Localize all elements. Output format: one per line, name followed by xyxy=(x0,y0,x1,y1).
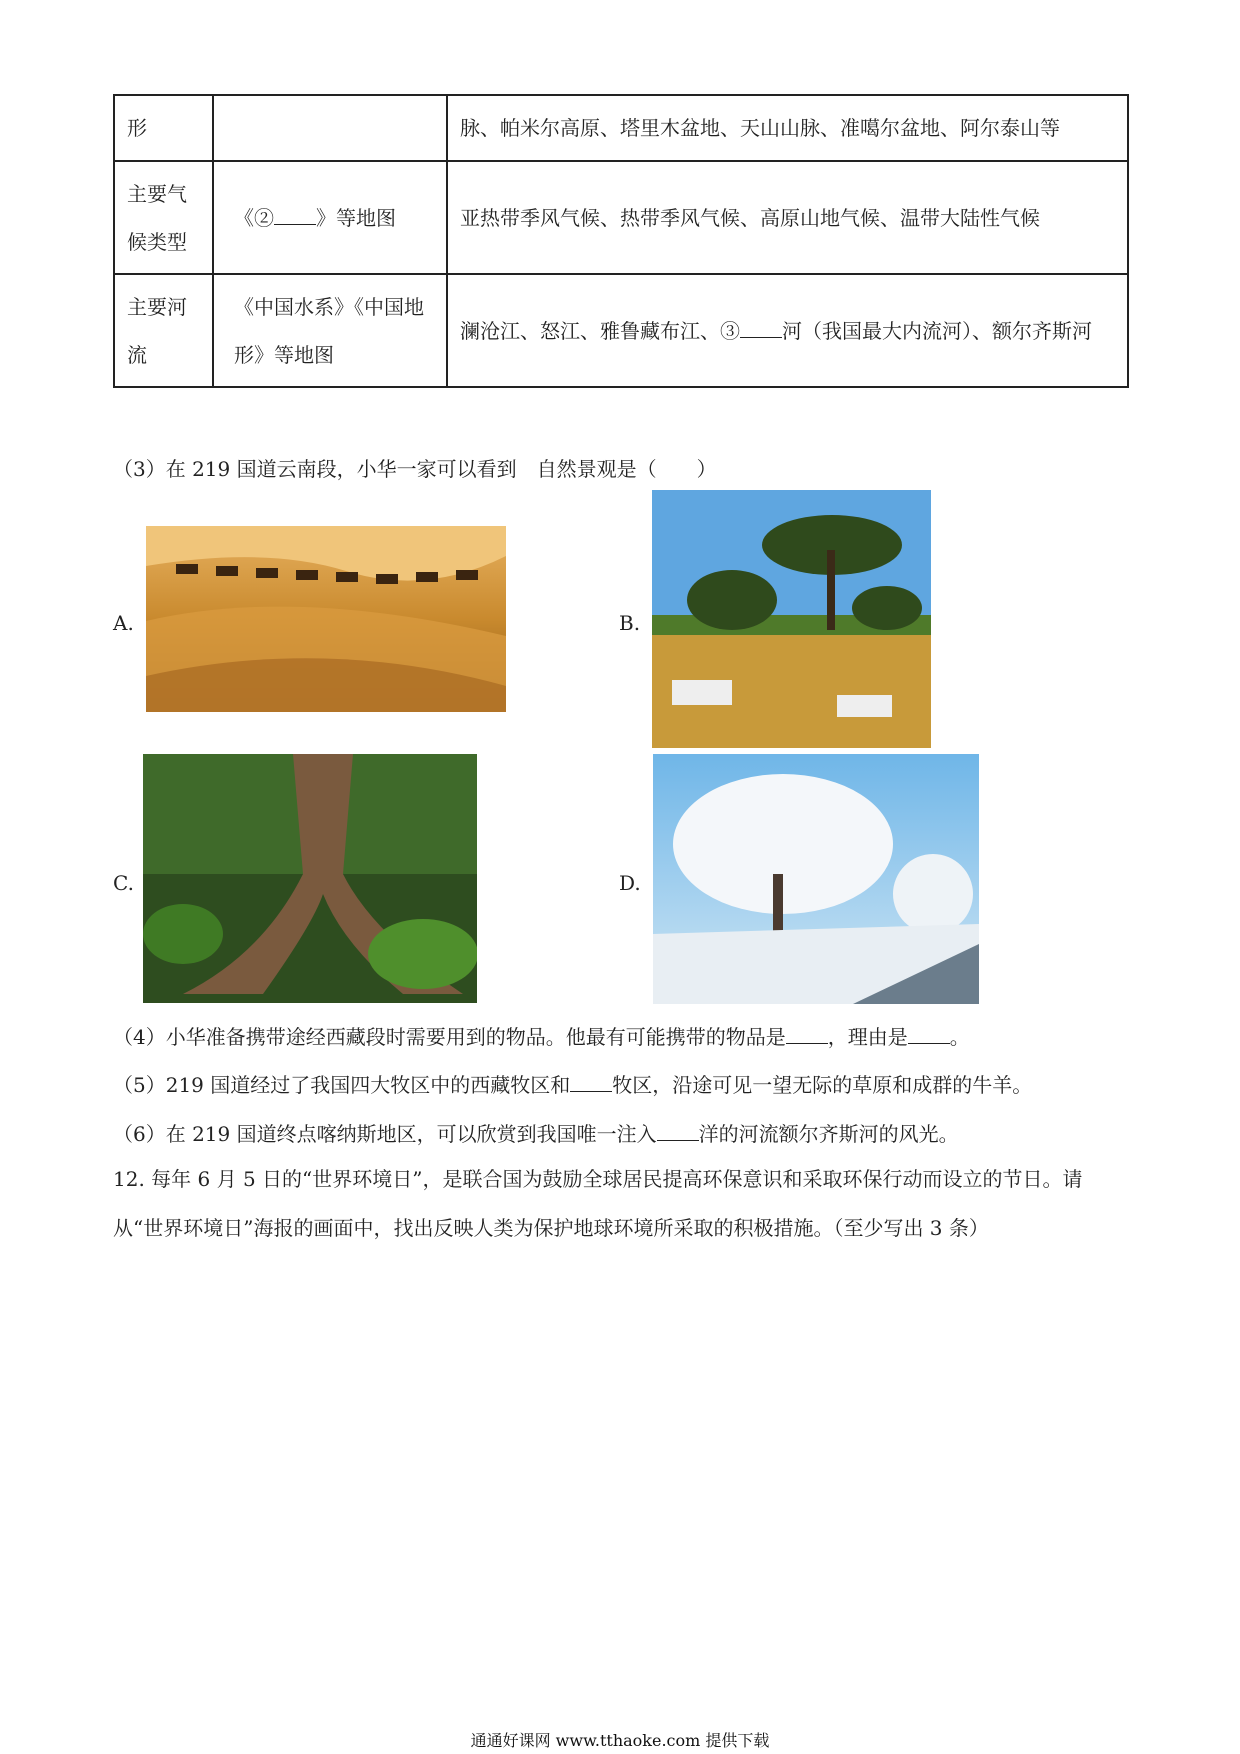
footer-watermark: 通通好课网 www.tthaoke.com 提供下载 xyxy=(470,1731,770,1750)
table-cell: 形 xyxy=(114,95,213,161)
cell-text: 《② xyxy=(234,205,274,230)
question-3-text: （3）在 219 国道云南段，小华一家可以看到 自然景观是（ ） xyxy=(113,457,717,481)
text-segment: （4）小华准备携带途经西藏段时需要用到的物品。他最有可能携带的物品是 xyxy=(113,1025,786,1049)
answer-blank[interactable] xyxy=(274,202,316,225)
text-segment: 洋的河流额尔齐斯河的风光。 xyxy=(698,1122,959,1146)
text-segment: ，理由是 xyxy=(827,1025,908,1049)
answer-blank[interactable] xyxy=(740,315,782,338)
option-d-label[interactable]: D. xyxy=(619,871,641,895)
rainforest-tree-roots-image[interactable] xyxy=(143,754,477,1003)
table-cell: 主要河流 xyxy=(114,274,213,387)
table-row xyxy=(114,161,1128,274)
question-6-text xyxy=(113,1118,959,1147)
cell-text: 》等地图 xyxy=(316,205,396,230)
question-4-text xyxy=(113,1021,970,1050)
geography-table xyxy=(113,94,1129,388)
snow-rime-trees-image[interactable] xyxy=(653,754,979,1004)
option-c-label[interactable]: C. xyxy=(113,871,134,895)
table-cell: 亚热带季风气候、热带季风气候、高原山地气候、温带大陆性气候 xyxy=(447,161,1128,274)
option-b-label[interactable]: B. xyxy=(619,611,641,635)
desert-camel-caravan-image[interactable] xyxy=(146,526,506,712)
question-5-text xyxy=(113,1069,1032,1098)
answer-blank[interactable] xyxy=(570,1069,612,1092)
text-segment: （6）在 219 国道终点喀纳斯地区，可以欣赏到我国唯一注入 xyxy=(113,1122,657,1146)
text-segment: 牧区，沿途可见一望无际的草原和成群的牛羊。 xyxy=(612,1073,1033,1097)
text-segment: 。 xyxy=(949,1025,970,1049)
option-a-label[interactable]: A. xyxy=(113,611,134,635)
cell-text: 澜沧江、怒江、雅鲁藏布江、③ xyxy=(460,318,740,343)
table-cell xyxy=(213,95,447,161)
table-row xyxy=(114,274,1128,387)
answer-blank[interactable] xyxy=(908,1021,950,1044)
table-cell: 脉、帕米尔高原、塔里木盆地、天山山脉、准噶尔盆地、阿尔泰山等 xyxy=(447,95,1128,161)
cell-text: 河（我国最大内流河）、额尔齐斯河 xyxy=(782,318,1092,343)
answer-blank[interactable] xyxy=(786,1021,828,1044)
question-12-text: 12. 每年 6 月 5 日的“世界环境日”，是联合国为鼓励全球居民提高环保意识和采取环保行动而设立的节日。请从“世界环境日”海报的画面中，找出反映人类为保护地球环境所采取的积极措施。（至少写出 3 条） xyxy=(113,1167,1083,1240)
text-segment: （5）219 国道经过了我国四大牧区中的西藏牧区和 xyxy=(113,1073,571,1097)
answer-blank[interactable] xyxy=(657,1118,699,1141)
table-cell xyxy=(213,161,447,274)
table-cell: 主要气候类型 xyxy=(114,161,213,274)
table-cell xyxy=(447,274,1128,387)
savanna-zebra-image[interactable] xyxy=(652,490,931,748)
table-cell: 《中国水系》《中国地形》等地图 xyxy=(213,274,447,387)
table-row xyxy=(114,95,1128,161)
